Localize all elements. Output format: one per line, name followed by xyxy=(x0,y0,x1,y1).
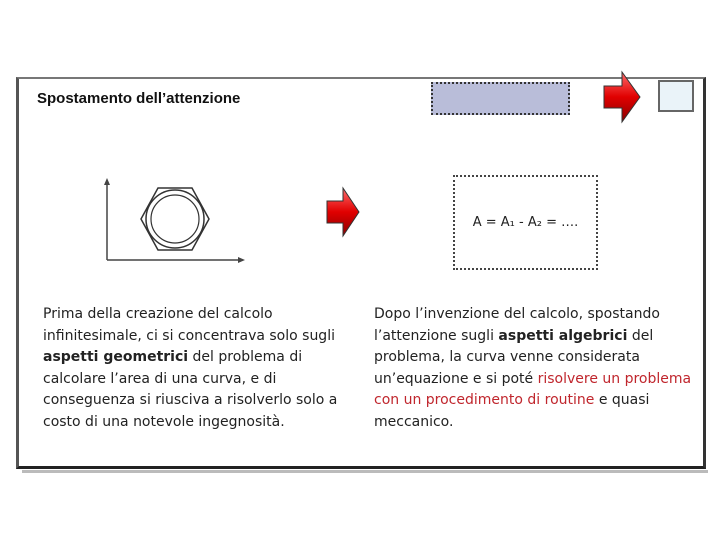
frame-shadow xyxy=(22,470,708,473)
left-bold-text: aspetti geometrici xyxy=(43,349,189,365)
left-text-2: del problema di calcolare l’area di una curva, e di conseguenza si riusciva a risolverlo solo a costo di una notevole ingegnosità. xyxy=(43,349,338,430)
middle-right-arrow-icon[interactable] xyxy=(325,186,361,238)
hexagon-circle-icon xyxy=(141,188,209,250)
top-right-arrow-icon[interactable] xyxy=(602,70,642,124)
gray-bar xyxy=(431,82,570,115)
right-text-3: e quasi meccanico. xyxy=(374,392,650,430)
slide-title: Spostamento dell’attenzione xyxy=(37,90,241,107)
right-text-1: Dopo l’invenzione del calcolo, spostando l’attenzione sugli xyxy=(374,306,660,344)
formula-box xyxy=(453,175,598,270)
right-bold-text: aspetti algebrici xyxy=(498,327,628,344)
left-paragraph xyxy=(43,304,353,433)
area-formula: A = A₁ - A₂ = …. xyxy=(472,215,579,230)
right-text-2: del problema, la curva venne considerata un’equazione e si poté xyxy=(374,327,654,387)
small-box xyxy=(658,80,694,112)
coordinate-graph xyxy=(95,178,245,268)
right-paragraph xyxy=(374,304,694,433)
left-text-1: Prima della creazione del calcolo infinitesimale, ci si concentrava solo sugli xyxy=(43,306,335,344)
right-red-text: risolvere un problema con un procedimento di routine xyxy=(374,370,692,408)
